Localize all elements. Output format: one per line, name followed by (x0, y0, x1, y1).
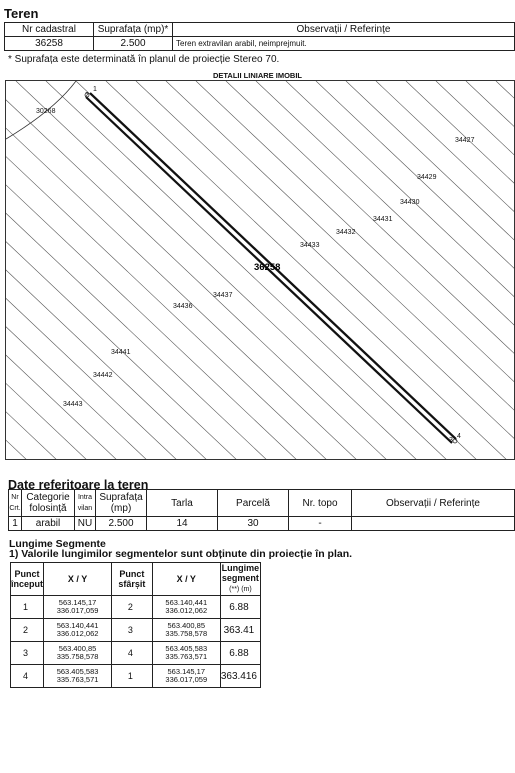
seg-header-length-unit: (**) (m) (229, 586, 252, 593)
point-label-3: 3 (449, 437, 453, 444)
point-label-4: 4 (457, 433, 461, 440)
section-title-teren: Teren (4, 6, 39, 21)
ref-header-intravilan: Intra vilan (75, 490, 96, 517)
seg-start: 4 (11, 665, 44, 688)
parcel-label-34429: 34429 (417, 174, 437, 181)
hatch-line (6, 81, 28, 461)
parcel-label-34443: 34443 (63, 401, 83, 408)
plot-title: DETALII LINIARE IMOBIL (212, 71, 303, 80)
point-label-1: 1 (93, 86, 97, 93)
seg-xy2 (152, 619, 220, 642)
cell-nr-cadastral: 36258 (5, 37, 94, 51)
parcel-label-34430: 34430 (400, 199, 420, 206)
seg-length: 363.41 (220, 619, 260, 642)
ref-header-categorie: Categorie folosință (22, 490, 75, 517)
ref-cell-parcela: 30 (218, 517, 289, 531)
ref-cell-nr-topo: - (289, 517, 352, 531)
segments-title: Lungime Segmente (9, 538, 106, 550)
main-parcel-label: 36258 (254, 262, 281, 273)
seg-header-end: Punct sfârșit (112, 563, 153, 596)
hatch-line (6, 81, 178, 461)
seg-xy1 (44, 596, 112, 619)
seg-x1: 563.140,441 (56, 621, 99, 630)
ref-cell-nr: 1 (9, 517, 22, 531)
hatch-line (256, 81, 515, 461)
hatch-line (346, 81, 515, 461)
parcel-label-34427: 34427 (455, 137, 475, 144)
hatch-line (106, 81, 508, 461)
hatch-line (496, 81, 515, 461)
ref-header-nr: Nr Crt. (9, 490, 22, 517)
ref-cell-intravilan: NU (75, 517, 96, 531)
parcel-label-34433: 34433 (300, 242, 320, 249)
parcel-label-34442: 34442 (93, 372, 113, 379)
hatch-line (6, 81, 58, 461)
table-row (11, 665, 261, 688)
ref-cell-observatii (352, 517, 515, 531)
seg-length: 6.88 (220, 596, 260, 619)
ref-section-title: Date referitoare la teren (8, 478, 149, 492)
parcel-label-34437: 34437 (213, 292, 233, 299)
seg-y2: 335.758,578 (165, 629, 208, 638)
ref-header-nr-topo: Nr. topo (289, 490, 352, 517)
seg-header-length-label: Lungime segment (221, 563, 260, 583)
parcel-label-34441: 34441 (111, 349, 131, 356)
teren-table (4, 22, 515, 51)
cell-suprafata: 2.500 (94, 37, 173, 51)
seg-x1: 563.405,583 (56, 667, 99, 676)
point-label-2: 2 (85, 92, 89, 99)
ref-header-suprafata: Suprafața (mp) (96, 490, 147, 517)
header-suprafata: Suprafața (mp)* (94, 23, 173, 37)
seg-xy1 (44, 619, 112, 642)
table-row (11, 596, 261, 619)
seg-y1: 335.763,571 (56, 675, 99, 684)
seg-end: 1 (112, 665, 153, 688)
seg-header-xy1: X / Y (44, 563, 112, 596)
seg-length: 6.88 (220, 642, 260, 665)
parcel-label-34431: 34431 (373, 216, 393, 223)
segments-note: 1) Valorile lungimilor segmentelor sunt obținute din proiecție în plan. (9, 548, 353, 560)
hatch-line (6, 81, 118, 461)
seg-start: 1 (11, 596, 44, 619)
seg-x1: 563.400,85 (58, 644, 97, 653)
seg-xy2 (152, 665, 220, 688)
seg-end: 3 (112, 619, 153, 642)
ref-table (8, 489, 515, 531)
seg-length: 363.416 (220, 665, 260, 688)
seg-start: 2 (11, 619, 44, 642)
seg-x2: 563.400,85 (167, 621, 206, 630)
cell-observatii: Teren extravilan arabil, neimprejmuit. (173, 37, 515, 51)
seg-header-length (220, 563, 260, 596)
seg-y2: 336.012,062 (165, 606, 208, 615)
hatch-line (6, 81, 238, 461)
hatch-line (316, 81, 515, 461)
seg-y1: 336.017,059 (56, 606, 99, 615)
seg-xy1 (44, 665, 112, 688)
seg-x2: 563.405,583 (165, 644, 208, 653)
ref-header-observatii: Observații / Referințe (352, 490, 515, 517)
seg-end: 2 (112, 596, 153, 619)
seg-start: 3 (11, 642, 44, 665)
parcel-label-34436: 34436 (173, 303, 193, 310)
seg-x2: 563.140,441 (165, 598, 208, 607)
seg-xy1 (44, 642, 112, 665)
parcel-plot (5, 80, 515, 460)
header-observatii: Observații / Referințe (173, 23, 515, 37)
ref-cell-tarla: 14 (147, 517, 218, 531)
seg-xy2 (152, 642, 220, 665)
seg-end: 4 (112, 642, 153, 665)
seg-x2: 563.145,17 (167, 667, 206, 676)
seg-xy2 (152, 596, 220, 619)
table-row (11, 642, 261, 665)
seg-y1: 336.012,062 (56, 629, 99, 638)
ref-cell-suprafata: 2.500 (96, 517, 147, 531)
ref-header-tarla: Tarla (147, 490, 218, 517)
hatch-line (6, 81, 358, 461)
ref-cell-categorie: arabil (22, 517, 75, 531)
seg-x1: 563.145,17 (58, 598, 97, 607)
seg-header-start: Punct început (11, 563, 44, 596)
seg-header-xy2: X / Y (152, 563, 220, 596)
seg-y2: 336.017,059 (165, 675, 208, 684)
seg-y2: 335.763,571 (165, 652, 208, 661)
ref-header-parcela: Parcelă (218, 490, 289, 517)
footnote-stereo70: * Suprafața este determinată în planul de proiecție Stereo 70. (8, 54, 280, 65)
parcel-label-34432: 34432 (336, 229, 356, 236)
hatch-line (286, 81, 515, 461)
header-nr-cadastral: Nr cadastral (5, 23, 94, 37)
parcel-label-30268: 30268 (36, 108, 56, 115)
seg-y1: 335.758,578 (56, 652, 99, 661)
segments-table (10, 562, 261, 688)
table-row (11, 619, 261, 642)
plot-drawing (6, 81, 515, 461)
hatch-line (46, 81, 448, 461)
